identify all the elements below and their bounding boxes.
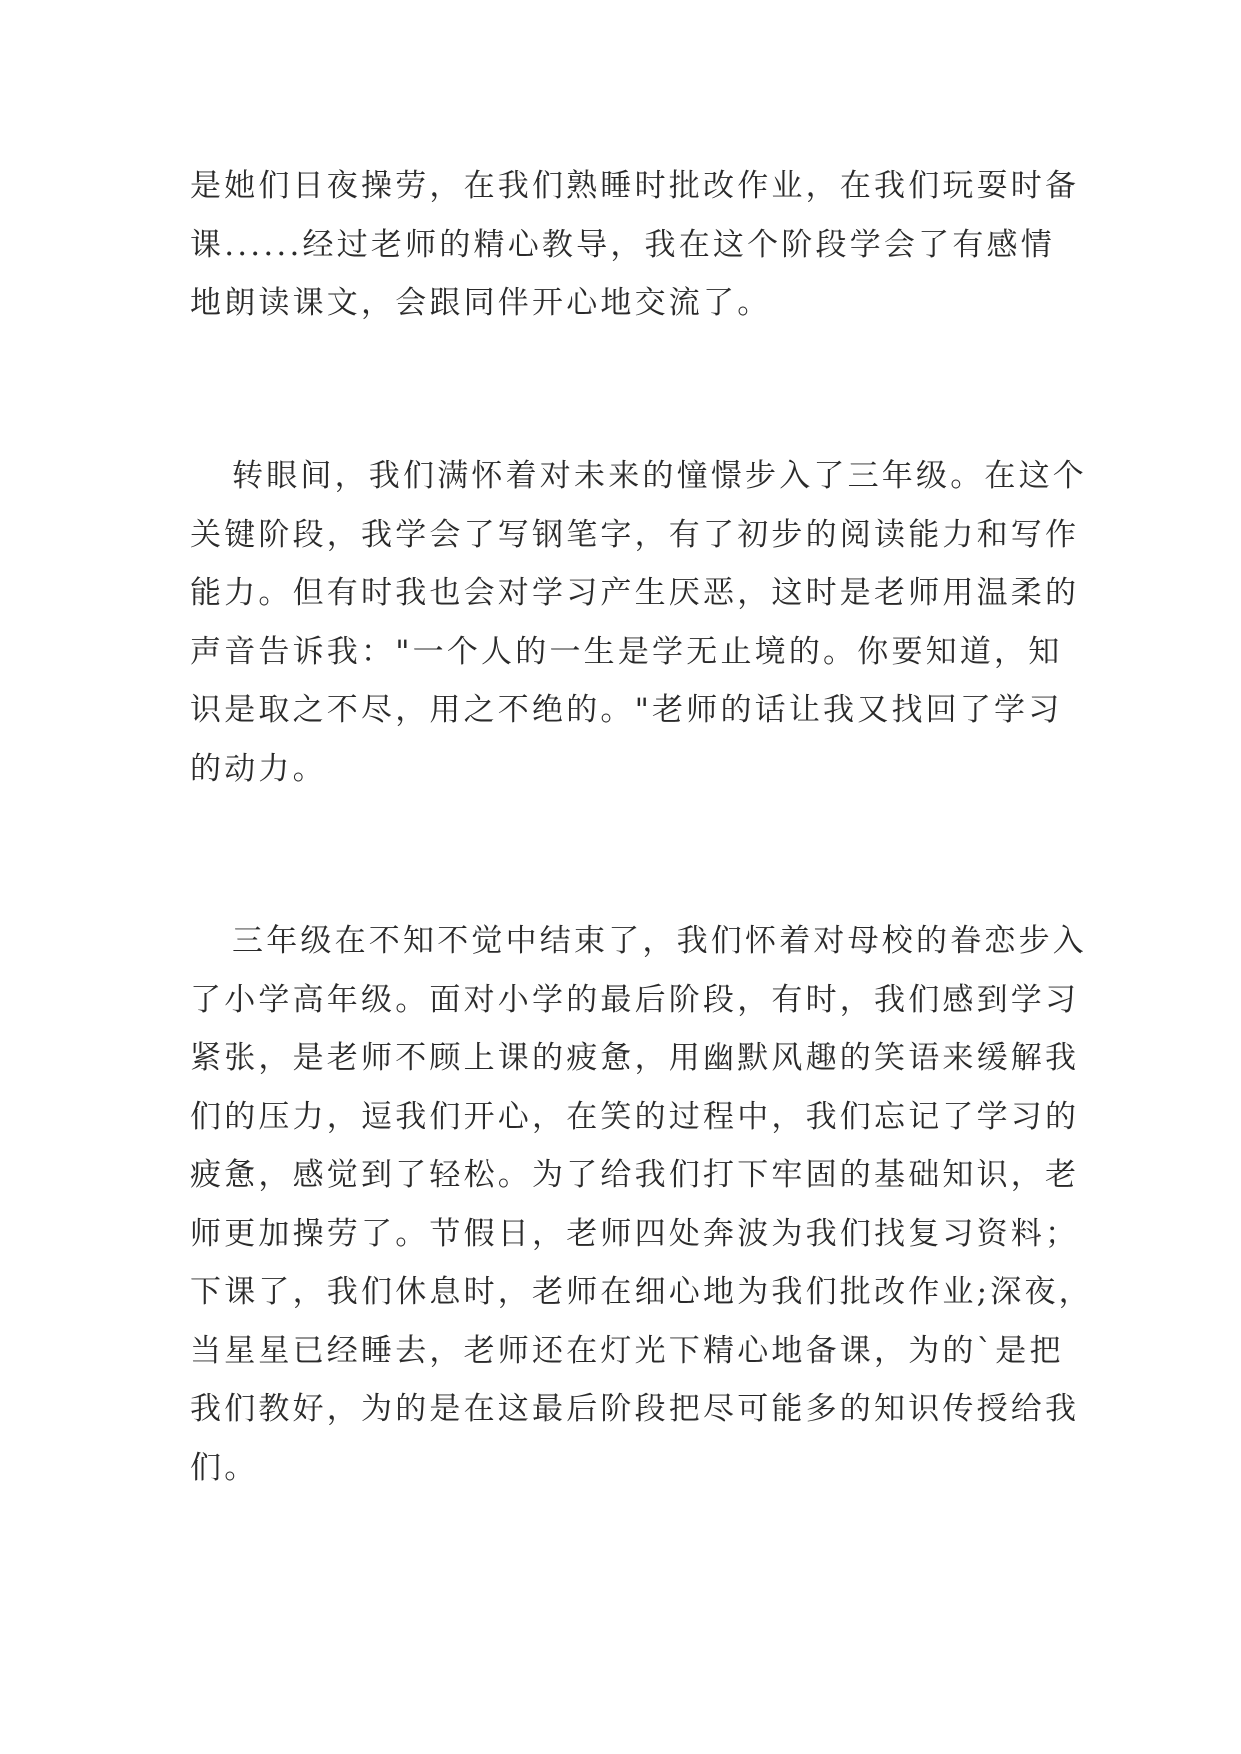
paragraph-line: 们。 <box>190 1449 259 1486</box>
paragraph-line: 的动力。 <box>190 750 327 787</box>
paragraph-line: 疲惫，感觉到了轻松。为了给我们打下牢固的基础知识，老 <box>190 1157 1080 1193</box>
paragraph-line: 当星星已经睡去，老师还在灯光下精心地备课，为的`是把 <box>190 1332 1064 1369</box>
paragraph-line: 是她们日夜操劳，在我们熟睡时批改作业，在我们玩耍时备 <box>190 168 1080 204</box>
paragraph-line: 了小学高年级。面对小学的最后阶段，有时，我们感到学习 <box>190 981 1080 1018</box>
paragraph-line: 们的压力，逗我们开心，在笑的过程中，我们忘记了学习的 <box>190 1098 1080 1135</box>
paragraph-line: 识是取之不尽，用之不绝的。"老师的话让我又找回了学习 <box>190 692 1063 728</box>
paragraph-line: 紧张，是老师不顾上课的疲惫，用幽默风趣的笑语来缓解我 <box>190 1040 1080 1076</box>
paragraph-line: 我们教好，为的是在这最后阶段把尽可能多的知识传授给我 <box>190 1391 1080 1427</box>
paragraph-line: 关键阶段，我学会了写钢笔字，有了初步的阅读能力和写作 <box>190 516 1080 553</box>
paragraph-line: 下课了，我们休息时，老师在细心地为我们批改作业;深夜， <box>190 1274 1093 1310</box>
paragraph-line: 能力。但有时我也会对学习产生厌恶，这时是老师用温柔的 <box>190 575 1080 611</box>
paragraph-line: 转眼间，我们满怀着对未来的憧憬步入了三年级。在这个 <box>232 458 1087 494</box>
paragraph-2 <box>190 447 1087 798</box>
paragraph-1 <box>190 157 1080 333</box>
paragraph-line: 三年级在不知不觉中结束了，我们怀着对母校的眷恋步入 <box>232 923 1087 959</box>
paragraph-line: 声音告诉我："一个人的一生是学无止境的。你要知道，知 <box>190 633 1063 670</box>
paragraph-line: 课......经过老师的精心教导，我在这个阶段学会了有感情 <box>190 226 1055 263</box>
paragraph-line: 师更加操劳了。节假日，老师四处奔波为我们找复习资料； <box>190 1215 1080 1252</box>
paragraph-3 <box>190 912 1093 1497</box>
paragraph-line: 地朗读课文，会跟同伴开心地交流了。 <box>190 285 772 321</box>
